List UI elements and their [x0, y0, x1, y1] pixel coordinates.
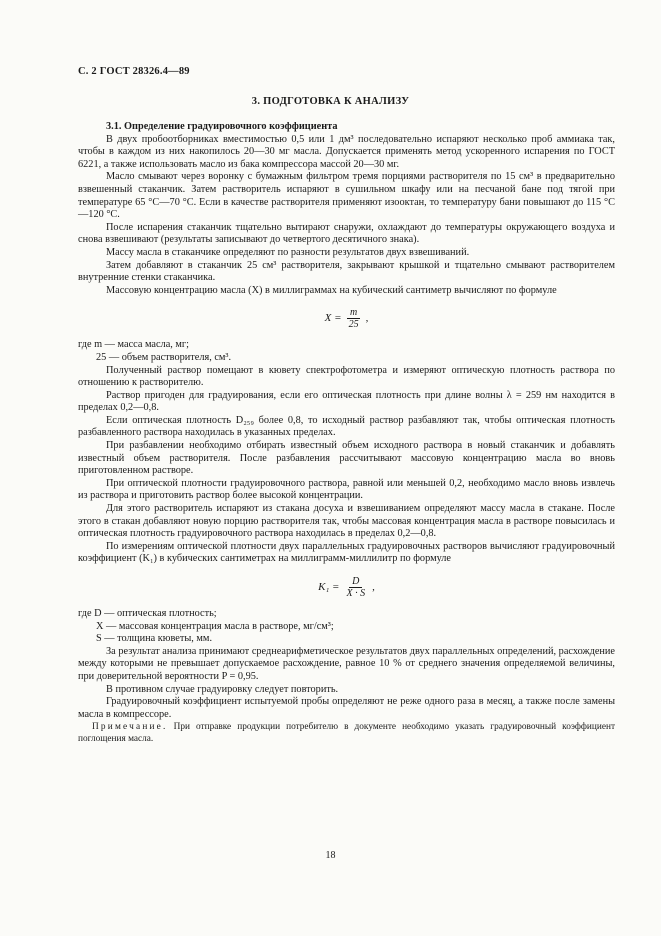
where-1-line-1: где m — масса масла, мг;	[78, 339, 190, 351]
paragraph-12: Для этого растворитель испаряют из стакана досуха и взвешиванием определяют массу масла в стакане. После этого в стакан добавляют новую порцию растворителя так, чтобы массовая концентрация масла в растворе повысилась и оптическая плотность градуировочного раствора находилась в пределах 0,2—0,8.	[78, 503, 615, 540]
formula-2-denominator: X · S	[346, 587, 366, 599]
note	[78, 721, 615, 745]
where-2-line-3: S — толщина кюветы, мм.	[96, 633, 213, 645]
paragraph-5: Затем добавляют в стаканчик 25 см³ растворителя, закрывают крышкой и тщательно смывают растворителем внутренние стенки стаканчика.	[78, 259, 615, 284]
where-2-line-2: X — массовая концентрация масла в растворе, мг/см³;	[96, 620, 334, 632]
paragraph-16: Градуировочный коэффициент испытуемой пробы определяют не реже одного раза в месяц, а также после замены масла в компрессоре.	[78, 696, 615, 720]
formula-2-fraction	[343, 576, 368, 599]
formula-1-tail: ,	[365, 312, 369, 325]
document-body	[78, 121, 615, 745]
formula-2-lhs: K₁ =	[318, 580, 340, 593]
paragraph-2: Масло смывают через воронку с бумажным фильтром тремя порциями растворителя по 15 см³ в предварительно взвешенный стаканчик. Затем растворитель испаряют в сушильном шкафу или на песчаной бане под тягой при температуре 65 °С—70 °С. Если в качестве растворителя применяют изооктан, то температуру бани повышают до 115 °С—120 °С.	[78, 171, 615, 221]
page-number: 18	[325, 850, 336, 861]
paragraph-11: При оптической плотности градуировочного раствора, равной или меньшей 0,2, необходимо масло вновь извлечь из раствора и приготовить раствор более высокой концентрации.	[78, 477, 615, 502]
paragraph-13: По измерениям оптической плотности двух параллельных градуировочных растворов вычисляют градуировочный коэффициент (K₁) в кубических сантиметрах на миллиграмм-миллилитр по формуле	[78, 540, 615, 565]
paragraph-6: Массовую концентрацию масла (X) в миллиграммах на кубический сантиметр вычисляют по формуле	[106, 284, 557, 296]
formula-1-fraction	[346, 307, 362, 330]
formula-coefficient	[78, 566, 615, 608]
formula-concentration	[78, 297, 615, 339]
formula-1-lhs: X =	[324, 312, 342, 325]
where-2-line-1: где D — оптическая плотность;	[78, 608, 217, 619]
paragraph-4: Массу масла в стаканчике определяют по разности результатов двух взвешиваний.	[106, 246, 470, 258]
formula-2-tail: ,	[372, 580, 375, 593]
where-1-line-2: 25 — объем растворителя, см³.	[96, 351, 232, 363]
note-text: При отправке продукции потребителю в документе необходимо указать градуировочный коэффициент поглощения масла.	[78, 722, 616, 745]
paragraph-1: В двух пробоотборниках вместимостью 0,5 или 1 дм³ последовательно испаряют несколько проб аммиака так, чтобы в каждом из них накопилось 20—30 мг масла. Допускается применять метод ускоренного испарения по ГОСТ 6221, а также использовать масло из бака компрессора массой 20—30 мг.	[78, 133, 615, 170]
formula-1-denominator: 25	[348, 318, 359, 330]
subsection-title: 3.1. Определение градуировочного коэффициента	[106, 121, 338, 132]
page-header: С. 2 ГОСТ 28326.4—89	[78, 66, 190, 77]
paragraph-3: После испарения стаканчик тщательно вытирают снаружи, охлаждают до температуры окружающего воздуха и снова взвешивают (результаты записывают до четвертого десятичного знака).	[78, 221, 615, 246]
paragraph-9: Если оптическая плотность D₂₅₉ более 0,8, то исходный раствор разбавляют так, чтобы оптическая плотность разбавленного раствора находилась в указанных пределах.	[78, 414, 615, 439]
formula-2-numerator: D	[349, 576, 362, 588]
formula-1-numerator: m	[347, 307, 360, 319]
paragraph-14: За результат анализа принимают среднеарифметическое результатов двух параллельных определений, расхождение между которыми не превышает допускаемое расхождение, равное 10 % от среднего значения определяемой величины, при доверительной вероятности P = 0,95.	[78, 645, 615, 682]
section-title: 3. ПОДГОТОВКА К АНАЛИЗУ	[251, 96, 410, 107]
paragraph-7: Полученный раствор помещают в кювету спектрофотометра и измеряют оптическую плотность раствора по отношению к растворителю.	[78, 364, 615, 389]
paragraph-10: При разбавлении необходимо отбирать известный объем исходного раствора в новый стаканчик и добавлять известный объем растворителя. После разбавления рассчитывают массовую концентрацию масла во вновь приготовленном растворе.	[78, 440, 615, 477]
note-label: Примечание.	[92, 722, 168, 733]
paragraph-8: Раствор пригоден для градуирования, если его оптическая плотность при длине волны λ = 259 нм находится в пределах 0,2—0,8.	[78, 389, 615, 414]
paragraph-15: В противном случае градуировку следует повторить.	[106, 683, 339, 695]
